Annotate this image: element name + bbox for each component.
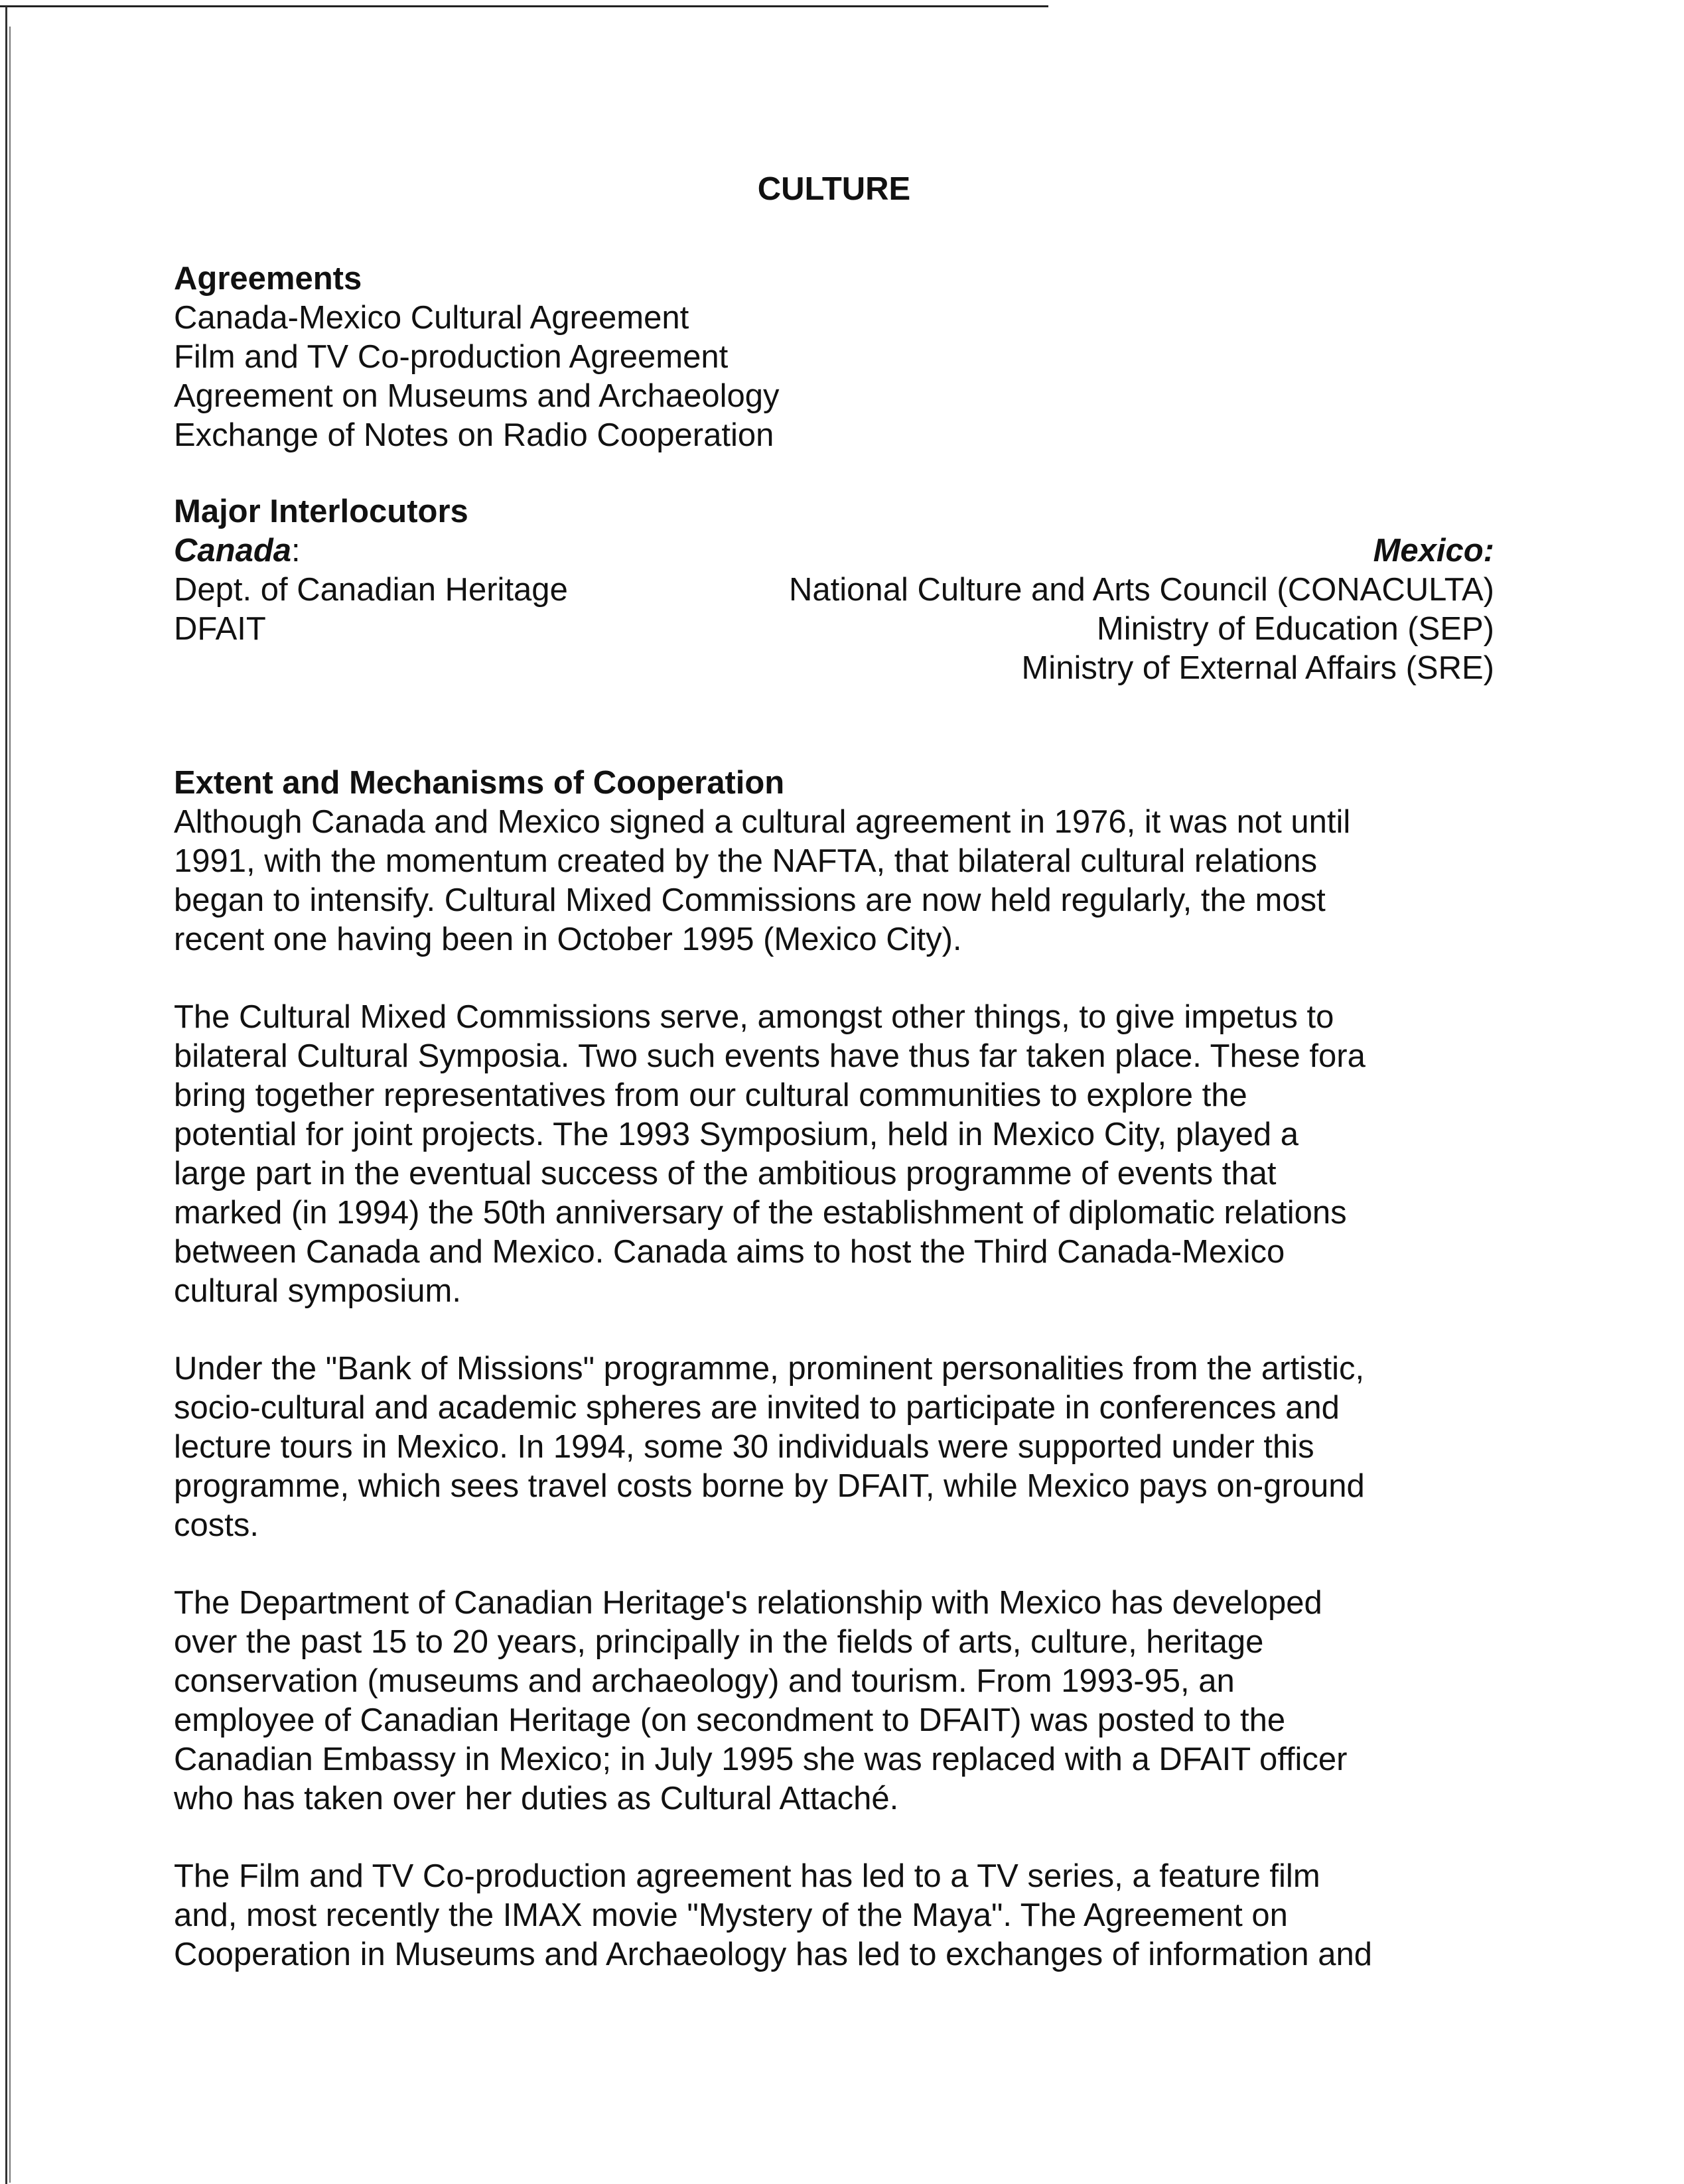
paragraph-line: Although Canada and Mexico signed a cultural agreement in 1976, it was not until [174, 804, 1351, 840]
paragraph-line: The Department of Canadian Heritage's relationship with Mexico has developed [174, 1585, 1322, 1621]
paragraph-line: Under the "Bank of Missions" programme, prominent personalities from the artistic, [174, 1351, 1365, 1387]
paragraph-line: between Canada and Mexico. Canada aims to host the Third Canada-Mexico [174, 1234, 1285, 1270]
paragraph-line: bilateral Cultural Symposia. Two such events have thus far taken place. These fora [174, 1038, 1366, 1074]
cooperation-paragraph [174, 1349, 1494, 1545]
scan-edge-left [5, 7, 7, 2184]
mexico-interlocutor: Ministry of Education (SEP) [1096, 611, 1494, 647]
paragraph-line: socio-cultural and academic spheres are invited to participate in conferences and [174, 1390, 1340, 1426]
mexico-column [789, 531, 1494, 688]
paragraph-line: Cooperation in Museums and Archaeology has led to exchanges of information and [174, 1937, 1372, 1972]
canada-label: Canada [174, 533, 292, 569]
paragraph-line: over the past 15 to 20 years, principally in the fields of arts, culture, heritage [174, 1624, 1264, 1660]
paragraph-line: Canadian Embassy in Mexico; in July 1995 she was replaced with a DFAIT officer [174, 1741, 1348, 1777]
paragraph-line: bring together representatives from our cultural communities to explore the [174, 1077, 1247, 1113]
cooperation-heading: Extent and Mechanisms of Cooperation [174, 765, 785, 801]
interlocutors-heading: Major Interlocutors [174, 494, 468, 529]
document-page [174, 170, 1494, 2013]
cooperation-paragraph [174, 803, 1494, 959]
paragraph-line: potential for joint projects. The 1993 Symposium, held in Mexico City, played a [174, 1117, 1298, 1152]
canada-label-colon: : [291, 533, 301, 569]
paragraph-line: and, most recently the IMAX movie "Mystery of the Maya". The Agreement on [174, 1897, 1288, 1933]
paragraph-line: The Cultural Mixed Commissions serve, amongst other things, to give impetus to [174, 999, 1334, 1035]
scan-edge-left-shadow [9, 27, 11, 2183]
paragraph-line: marked (in 1994) the 50th anniversary of the establishment of diplomatic relations [174, 1195, 1347, 1231]
paragraph-line: programme, which sees travel costs borne by DFAIT, while Mexico pays on-ground [174, 1468, 1365, 1504]
mexico-heading: Mexico: [1373, 533, 1494, 569]
paragraph-line: recent one having been in October 1995 (Mexico City). [174, 921, 962, 957]
paragraph-line: cultural symposium. [174, 1273, 461, 1309]
paragraph-line: lecture tours in Mexico. In 1994, some 30 individuals were supported under this [174, 1429, 1314, 1465]
paragraph-line: The Film and TV Co-production agreement has led to a TV series, a feature film [174, 1858, 1320, 1894]
agreement-item: Exchange of Notes on Radio Cooperation [174, 417, 774, 453]
agreements-section [174, 259, 1494, 455]
cooperation-paragraph [174, 1584, 1494, 1818]
agreements-heading: Agreements [174, 261, 362, 297]
paragraph-line: large part in the eventual success of the ambitious programme of events that [174, 1156, 1277, 1192]
scan-edge-top [0, 5, 1048, 7]
interlocutors-columns [174, 531, 1494, 688]
paragraph-line: 1991, with the momentum created by the NAFTA, that bilateral cultural relations [174, 843, 1318, 879]
cooperation-paragraph [174, 998, 1494, 1311]
agreement-item: Film and TV Co-production Agreement [174, 339, 729, 375]
canada-interlocutor: DFAIT [174, 611, 266, 647]
canada-interlocutor: Dept. of Canadian Heritage [174, 572, 568, 608]
paragraph-line: costs. [174, 1507, 259, 1543]
mexico-interlocutor: National Culture and Arts Council (CONACULTA) [789, 572, 1494, 608]
paragraph-line: began to intensify. Cultural Mixed Commissions are now held regularly, the most [174, 882, 1326, 918]
paragraph-line: employee of Canadian Heritage (on secondment to DFAIT) was posted to the [174, 1702, 1286, 1738]
agreement-item: Agreement on Museums and Archaeology [174, 378, 780, 414]
mexico-interlocutor: Ministry of External Affairs (SRE) [1021, 650, 1494, 686]
canada-column [174, 531, 568, 649]
canada-heading [174, 531, 568, 571]
paragraph-line: who has taken over her duties as Cultural Attaché. [174, 1781, 899, 1816]
cooperation-paragraph [174, 1857, 1494, 1974]
interlocutors-section [174, 492, 1494, 688]
agreement-item: Canada-Mexico Cultural Agreement [174, 300, 689, 336]
document-title: CULTURE [757, 171, 911, 207]
cooperation-section [174, 764, 1494, 1974]
paragraph-line: conservation (museums and archaeology) and tourism. From 1993-95, an [174, 1663, 1235, 1699]
